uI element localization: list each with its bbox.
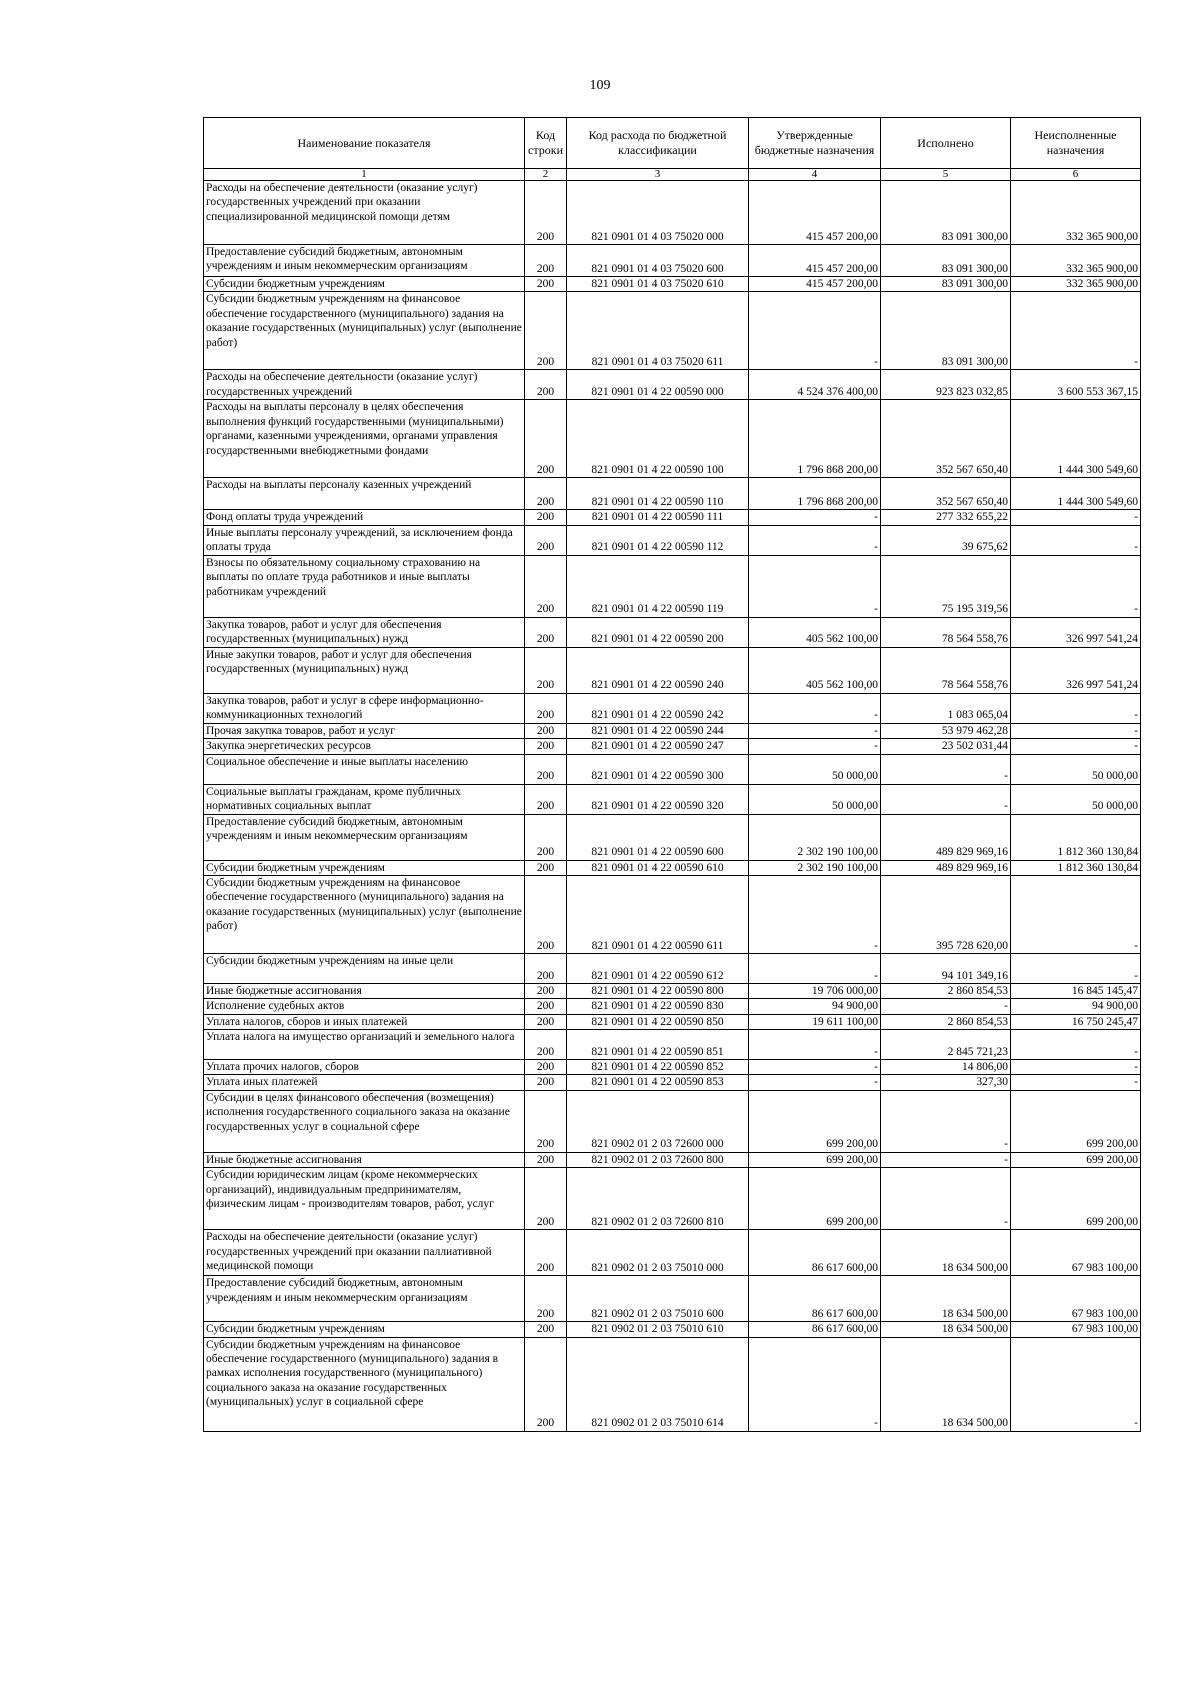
approved-amount-cell: 2 302 190 100,00 [749, 860, 881, 875]
indicator-name-cell: Иные бюджетные ассигнования [204, 983, 525, 998]
table-row [204, 647, 1141, 693]
row-code-cell: 200 [525, 983, 567, 998]
approved-amount-cell: - [749, 875, 881, 953]
classification-code-cell: 821 0901 01 4 22 00590 000 [567, 370, 749, 400]
indicator-name-cell: Уплата налогов, сборов и иных платежей [204, 1014, 525, 1029]
indicator-name-cell: Расходы на обеспечение деятельности (оказание услуг) государственных учреждений при оказании паллиативной медицинской помощи [204, 1230, 525, 1276]
classification-code-cell: 821 0901 01 4 22 00590 853 [567, 1075, 749, 1090]
classification-code-cell: 821 0901 01 4 22 00590 852 [567, 1060, 749, 1075]
classification-code-cell: 821 0901 01 4 03 75020 610 [567, 277, 749, 292]
row-code-cell: 200 [525, 693, 567, 723]
unexecuted-amount-cell: - [1011, 1075, 1141, 1090]
executed-amount-cell: - [881, 1168, 1011, 1230]
table-row [204, 1337, 1141, 1431]
row-code-cell: 200 [525, 860, 567, 875]
classification-code-cell: 821 0901 01 4 22 00590 320 [567, 784, 749, 814]
indicator-name-cell: Прочая закупка товаров, работ и услуг [204, 723, 525, 738]
approved-amount-cell: - [749, 510, 881, 525]
row-code-cell: 200 [525, 647, 567, 693]
indicator-name-cell: Уплата прочих налогов, сборов [204, 1060, 525, 1075]
row-code-cell: 200 [525, 400, 567, 478]
row-code-cell: 200 [525, 1230, 567, 1276]
unexecuted-amount-cell: - [1011, 292, 1141, 370]
table-body [204, 181, 1141, 1432]
indicator-name-cell: Субсидии в целях финансового обеспечения (возмещения) исполнения государственного социального заказа на оказание государственных услуг в социальной сфере [204, 1090, 525, 1152]
executed-amount-cell: 923 823 032,85 [881, 370, 1011, 400]
classification-code-cell: 821 0901 01 4 22 00590 119 [567, 555, 749, 617]
table-row [204, 292, 1141, 370]
table-row [204, 245, 1141, 277]
row-code-cell: 200 [525, 1030, 567, 1060]
classification-code-cell: 821 0901 01 4 22 00590 850 [567, 1014, 749, 1029]
unexecuted-amount-cell: 16 750 245,47 [1011, 1014, 1141, 1029]
executed-amount-cell: 78 564 558,76 [881, 647, 1011, 693]
unexecuted-amount-cell: 1 812 360 130,84 [1011, 814, 1141, 860]
unexecuted-amount-cell: 3 600 553 367,15 [1011, 370, 1141, 400]
unexecuted-amount-cell: - [1011, 739, 1141, 754]
row-code-cell: 200 [525, 1075, 567, 1090]
indicator-name-cell: Субсидии юридическим лицам (кроме некоммерческих организаций), индивидуальным предпринимателям, физическим лицам - производителям товаров, работ, услуг [204, 1168, 525, 1230]
unexecuted-amount-cell: 16 845 145,47 [1011, 983, 1141, 998]
approved-amount-cell: - [749, 739, 881, 754]
row-code-cell: 200 [525, 1152, 567, 1167]
approved-amount-cell: 699 200,00 [749, 1168, 881, 1230]
table-row [204, 1230, 1141, 1276]
row-code-cell: 200 [525, 1014, 567, 1029]
classification-code-cell: 821 0901 01 4 22 00590 240 [567, 647, 749, 693]
unexecuted-amount-cell: 699 200,00 [1011, 1152, 1141, 1167]
row-code-cell: 200 [525, 1060, 567, 1075]
unexecuted-amount-cell: - [1011, 1060, 1141, 1075]
indicator-name-cell: Расходы на обеспечение деятельности (оказание услуг) государственных учреждений при оказании специализированной медицинской помощи детям [204, 181, 525, 245]
approved-amount-cell: 699 200,00 [749, 1152, 881, 1167]
table-row [204, 525, 1141, 555]
approved-amount-cell: 405 562 100,00 [749, 647, 881, 693]
indicator-name-cell: Уплата налога на имущество организаций и земельного налога [204, 1030, 525, 1060]
row-code-cell: 200 [525, 875, 567, 953]
indicator-name-cell: Субсидии бюджетным учреждениям [204, 860, 525, 875]
approved-amount-cell: 86 617 600,00 [749, 1276, 881, 1322]
approved-amount-cell: - [749, 1075, 881, 1090]
unexecuted-amount-cell: 332 365 900,00 [1011, 181, 1141, 245]
unexecuted-amount-cell: - [1011, 875, 1141, 953]
approved-amount-cell: 1 796 868 200,00 [749, 400, 881, 478]
header-unexecuted: Неисполненные назначения [1011, 118, 1141, 169]
classification-code-cell: 821 0901 01 4 22 00590 830 [567, 999, 749, 1014]
approved-amount-cell: 94 900,00 [749, 999, 881, 1014]
indicator-name-cell: Предоставление субсидий бюджетным, автономным учреждениям и иным некоммерческим организациям [204, 814, 525, 860]
row-code-cell: 200 [525, 1337, 567, 1431]
indicator-name-cell: Фонд оплаты труда учреждений [204, 510, 525, 525]
unexecuted-amount-cell: 67 983 100,00 [1011, 1322, 1141, 1337]
classification-code-cell: 821 0901 01 4 22 00590 600 [567, 814, 749, 860]
row-code-cell: 200 [525, 617, 567, 647]
classification-code-cell: 821 0901 01 4 22 00590 800 [567, 983, 749, 998]
table-row [204, 1014, 1141, 1029]
executed-amount-cell: 94 101 349,16 [881, 953, 1011, 983]
executed-amount-cell: 395 728 620,00 [881, 875, 1011, 953]
table-row [204, 181, 1141, 245]
unexecuted-amount-cell: - [1011, 1337, 1141, 1431]
header-classification-code: Код расхода по бюджетной классификации [567, 118, 749, 169]
row-code-cell: 200 [525, 723, 567, 738]
executed-amount-cell: 489 829 969,16 [881, 814, 1011, 860]
table-row [204, 277, 1141, 292]
classification-code-cell: 821 0901 01 4 22 00590 110 [567, 478, 749, 510]
header-indicator-name: Наименование показателя [204, 118, 525, 169]
table-row [204, 1030, 1141, 1060]
approved-amount-cell: - [749, 555, 881, 617]
row-code-cell: 200 [525, 1090, 567, 1152]
executed-amount-cell: 18 634 500,00 [881, 1276, 1011, 1322]
unexecuted-amount-cell: 50 000,00 [1011, 784, 1141, 814]
table-row [204, 478, 1141, 510]
row-code-cell: 200 [525, 999, 567, 1014]
unexecuted-amount-cell: 1 444 300 549,60 [1011, 400, 1141, 478]
executed-amount-cell: 1 083 065,04 [881, 693, 1011, 723]
approved-amount-cell: 4 524 376 400,00 [749, 370, 881, 400]
unexecuted-amount-cell: 326 997 541,24 [1011, 647, 1141, 693]
unexecuted-amount-cell: 94 900,00 [1011, 999, 1141, 1014]
indicator-name-cell: Иные выплаты персоналу учреждений, за исключением фонда оплаты труда [204, 525, 525, 555]
executed-amount-cell: 327,30 [881, 1075, 1011, 1090]
table-row [204, 1060, 1141, 1075]
classification-code-cell: 821 0901 01 4 22 00590 247 [567, 739, 749, 754]
table-row [204, 1322, 1141, 1337]
executed-amount-cell: 53 979 462,28 [881, 723, 1011, 738]
classification-code-cell: 821 0901 01 4 22 00590 610 [567, 860, 749, 875]
table-row [204, 739, 1141, 754]
classification-code-cell: 821 0901 01 4 22 00590 612 [567, 953, 749, 983]
approved-amount-cell: - [749, 953, 881, 983]
unexecuted-amount-cell: - [1011, 693, 1141, 723]
row-code-cell: 200 [525, 370, 567, 400]
executed-amount-cell: 2 860 854,53 [881, 983, 1011, 998]
classification-code-cell: 821 0902 01 2 03 75010 000 [567, 1230, 749, 1276]
classification-code-cell: 821 0901 01 4 22 00590 200 [567, 617, 749, 647]
indicator-name-cell: Предоставление субсидий бюджетным, автономным учреждениям и иным некоммерческим организациям [204, 1276, 525, 1322]
unexecuted-amount-cell: 332 365 900,00 [1011, 277, 1141, 292]
table-row [204, 784, 1141, 814]
column-number: 2 [525, 169, 567, 181]
table-row [204, 370, 1141, 400]
indicator-name-cell: Субсидии бюджетным учреждениям на финансовое обеспечение государственного (муниципального) задания на оказание государственных (муниципальных) услуг (выполнение работ) [204, 875, 525, 953]
approved-amount-cell: 86 617 600,00 [749, 1230, 881, 1276]
table-row [204, 1152, 1141, 1167]
approved-amount-cell: - [749, 1030, 881, 1060]
row-code-cell: 200 [525, 555, 567, 617]
classification-code-cell: 821 0901 01 4 03 75020 000 [567, 181, 749, 245]
classification-code-cell: 821 0901 01 4 22 00590 111 [567, 510, 749, 525]
header-executed: Исполнено [881, 118, 1011, 169]
column-number: 5 [881, 169, 1011, 181]
classification-code-cell: 821 0901 01 4 03 75020 611 [567, 292, 749, 370]
approved-amount-cell: 1 796 868 200,00 [749, 478, 881, 510]
classification-code-cell: 821 0902 01 2 03 72600 000 [567, 1090, 749, 1152]
table-row [204, 723, 1141, 738]
table-row [204, 510, 1141, 525]
classification-code-cell: 821 0901 01 4 22 00590 100 [567, 400, 749, 478]
row-code-cell: 200 [525, 739, 567, 754]
row-code-cell: 200 [525, 525, 567, 555]
column-number: 4 [749, 169, 881, 181]
table-row [204, 1168, 1141, 1230]
executed-amount-cell: - [881, 999, 1011, 1014]
indicator-name-cell: Субсидии бюджетным учреждениям [204, 1322, 525, 1337]
row-code-cell: 200 [525, 181, 567, 245]
executed-amount-cell: 39 675,62 [881, 525, 1011, 555]
executed-amount-cell: 489 829 969,16 [881, 860, 1011, 875]
indicator-name-cell: Уплата иных платежей [204, 1075, 525, 1090]
approved-amount-cell: 50 000,00 [749, 754, 881, 784]
approved-amount-cell: 699 200,00 [749, 1090, 881, 1152]
classification-code-cell: 821 0901 01 4 22 00590 300 [567, 754, 749, 784]
approved-amount-cell: 405 562 100,00 [749, 617, 881, 647]
unexecuted-amount-cell: 332 365 900,00 [1011, 245, 1141, 277]
classification-code-cell: 821 0901 01 4 22 00590 851 [567, 1030, 749, 1060]
row-code-cell: 200 [525, 754, 567, 784]
classification-code-cell: 821 0901 01 4 22 00590 244 [567, 723, 749, 738]
approved-amount-cell: - [749, 292, 881, 370]
approved-amount-cell: - [749, 693, 881, 723]
table-row [204, 983, 1141, 998]
executed-amount-cell: - [881, 1152, 1011, 1167]
executed-amount-cell: - [881, 1090, 1011, 1152]
executed-amount-cell: 83 091 300,00 [881, 245, 1011, 277]
executed-amount-cell: 2 860 854,53 [881, 1014, 1011, 1029]
header-approved: Утвержденные бюджетные назначения [749, 118, 881, 169]
unexecuted-amount-cell: - [1011, 1030, 1141, 1060]
row-code-cell: 200 [525, 1276, 567, 1322]
executed-amount-cell: 83 091 300,00 [881, 181, 1011, 245]
table-row [204, 693, 1141, 723]
approved-amount-cell: 2 302 190 100,00 [749, 814, 881, 860]
executed-amount-cell: 352 567 650,40 [881, 478, 1011, 510]
executed-amount-cell: 352 567 650,40 [881, 400, 1011, 478]
table-row [204, 1276, 1141, 1322]
indicator-name-cell: Субсидии бюджетным учреждениям на финансовое обеспечение государственного (муниципального) задания на оказание государственных (муниципальных) услуг (выполнение работ) [204, 292, 525, 370]
classification-code-cell: 821 0901 01 4 22 00590 611 [567, 875, 749, 953]
approved-amount-cell: 415 457 200,00 [749, 181, 881, 245]
approved-amount-cell: - [749, 723, 881, 738]
executed-amount-cell: 18 634 500,00 [881, 1322, 1011, 1337]
classification-code-cell: 821 0902 01 2 03 75010 614 [567, 1337, 749, 1431]
approved-amount-cell: 19 611 100,00 [749, 1014, 881, 1029]
table-row [204, 617, 1141, 647]
row-code-cell: 200 [525, 277, 567, 292]
indicator-name-cell: Субсидии бюджетным учреждениям на финансовое обеспечение государственного (муниципального) задания в рамках исполнения государственного (муниципального) социального заказа на оказание государственных (муниципальных) услуг в социальной сфере [204, 1337, 525, 1431]
row-code-cell: 200 [525, 245, 567, 277]
unexecuted-amount-cell: - [1011, 555, 1141, 617]
table-row [204, 400, 1141, 478]
column-number: 6 [1011, 169, 1141, 181]
row-code-cell: 200 [525, 953, 567, 983]
indicator-name-cell: Расходы на выплаты персоналу казенных учреждений [204, 478, 525, 510]
unexecuted-amount-cell: 326 997 541,24 [1011, 617, 1141, 647]
indicator-name-cell: Предоставление субсидий бюджетным, автономным учреждениям и иным некоммерческим организациям [204, 245, 525, 277]
classification-code-cell: 821 0902 01 2 03 72600 800 [567, 1152, 749, 1167]
row-code-cell: 200 [525, 1322, 567, 1337]
classification-code-cell: 821 0901 01 4 22 00590 242 [567, 693, 749, 723]
indicator-name-cell: Взносы по обязательному социальному страхованию на выплаты по оплате труда работников и иные выплаты работникам учреждений [204, 555, 525, 617]
unexecuted-amount-cell: - [1011, 723, 1141, 738]
unexecuted-amount-cell: - [1011, 953, 1141, 983]
budget-execution-table [203, 117, 1141, 1432]
executed-amount-cell: 83 091 300,00 [881, 277, 1011, 292]
executed-amount-cell: 277 332 655,22 [881, 510, 1011, 525]
indicator-name-cell: Закупка товаров, работ и услуг для обеспечения государственных (муниципальных) нужд [204, 617, 525, 647]
approved-amount-cell: 415 457 200,00 [749, 245, 881, 277]
approved-amount-cell: 415 457 200,00 [749, 277, 881, 292]
indicator-name-cell: Закупка энергетических ресурсов [204, 739, 525, 754]
table-row [204, 1075, 1141, 1090]
row-code-cell: 200 [525, 510, 567, 525]
executed-amount-cell: 18 634 500,00 [881, 1230, 1011, 1276]
table-row [204, 754, 1141, 784]
indicator-name-cell: Субсидии бюджетным учреждениям на иные цели [204, 953, 525, 983]
table-row [204, 860, 1141, 875]
row-code-cell: 200 [525, 784, 567, 814]
header-row [204, 118, 1141, 169]
classification-code-cell: 821 0902 01 2 03 75010 610 [567, 1322, 749, 1337]
indicator-name-cell: Иные закупки товаров, работ и услуг для обеспечения государственных (муниципальных) нужд [204, 647, 525, 693]
row-code-cell: 200 [525, 1168, 567, 1230]
approved-amount-cell: - [749, 1060, 881, 1075]
executed-amount-cell: 14 806,00 [881, 1060, 1011, 1075]
indicator-name-cell: Закупка товаров, работ и услуг в сфере информационно-коммуникационных технологий [204, 693, 525, 723]
unexecuted-amount-cell: 699 200,00 [1011, 1090, 1141, 1152]
indicator-name-cell: Расходы на обеспечение деятельности (оказание услуг) государственных учреждений [204, 370, 525, 400]
executed-amount-cell: 83 091 300,00 [881, 292, 1011, 370]
classification-code-cell: 821 0902 01 2 03 72600 810 [567, 1168, 749, 1230]
header-row-code: Код строки [525, 118, 567, 169]
unexecuted-amount-cell: 50 000,00 [1011, 754, 1141, 784]
table-row [204, 1090, 1141, 1152]
indicator-name-cell: Социальное обеспечение и иные выплаты населению [204, 754, 525, 784]
executed-amount-cell: 78 564 558,76 [881, 617, 1011, 647]
executed-amount-cell: 75 195 319,56 [881, 555, 1011, 617]
table-row [204, 555, 1141, 617]
approved-amount-cell: - [749, 1337, 881, 1431]
classification-code-cell: 821 0901 01 4 22 00590 112 [567, 525, 749, 555]
table-row [204, 875, 1141, 953]
indicator-name-cell: Субсидии бюджетным учреждениям [204, 277, 525, 292]
executed-amount-cell: 18 634 500,00 [881, 1337, 1011, 1431]
executed-amount-cell: - [881, 784, 1011, 814]
classification-code-cell: 821 0902 01 2 03 75010 600 [567, 1276, 749, 1322]
executed-amount-cell: 2 845 721,23 [881, 1030, 1011, 1060]
page-number: 109 [589, 78, 611, 93]
unexecuted-amount-cell: - [1011, 525, 1141, 555]
executed-amount-cell: - [881, 754, 1011, 784]
indicator-name-cell: Иные бюджетные ассигнования [204, 1152, 525, 1167]
table-row [204, 999, 1141, 1014]
unexecuted-amount-cell: 1 812 360 130,84 [1011, 860, 1141, 875]
column-number: 1 [204, 169, 525, 181]
approved-amount-cell: - [749, 525, 881, 555]
row-code-cell: 200 [525, 292, 567, 370]
column-number: 3 [567, 169, 749, 181]
approved-amount-cell: 86 617 600,00 [749, 1322, 881, 1337]
unexecuted-amount-cell: 67 983 100,00 [1011, 1230, 1141, 1276]
approved-amount-cell: 19 706 000,00 [749, 983, 881, 998]
executed-amount-cell: 23 502 031,44 [881, 739, 1011, 754]
unexecuted-amount-cell: 67 983 100,00 [1011, 1276, 1141, 1322]
indicator-name-cell: Расходы на выплаты персоналу в целях обеспечения выполнения функций государственными (муниципальными) органами, казенными учреждениями, органами управления государственными внебюджетными фондами [204, 400, 525, 478]
indicator-name-cell: Исполнение судебных актов [204, 999, 525, 1014]
indicator-name-cell: Социальные выплаты гражданам, кроме публичных нормативных социальных выплат [204, 784, 525, 814]
classification-code-cell: 821 0901 01 4 03 75020 600 [567, 245, 749, 277]
row-code-cell: 200 [525, 814, 567, 860]
approved-amount-cell: 50 000,00 [749, 784, 881, 814]
table-row [204, 814, 1141, 860]
column-numbers-row [204, 169, 1141, 181]
unexecuted-amount-cell: - [1011, 510, 1141, 525]
unexecuted-amount-cell: 1 444 300 549,60 [1011, 478, 1141, 510]
unexecuted-amount-cell: 699 200,00 [1011, 1168, 1141, 1230]
row-code-cell: 200 [525, 478, 567, 510]
table-row [204, 953, 1141, 983]
